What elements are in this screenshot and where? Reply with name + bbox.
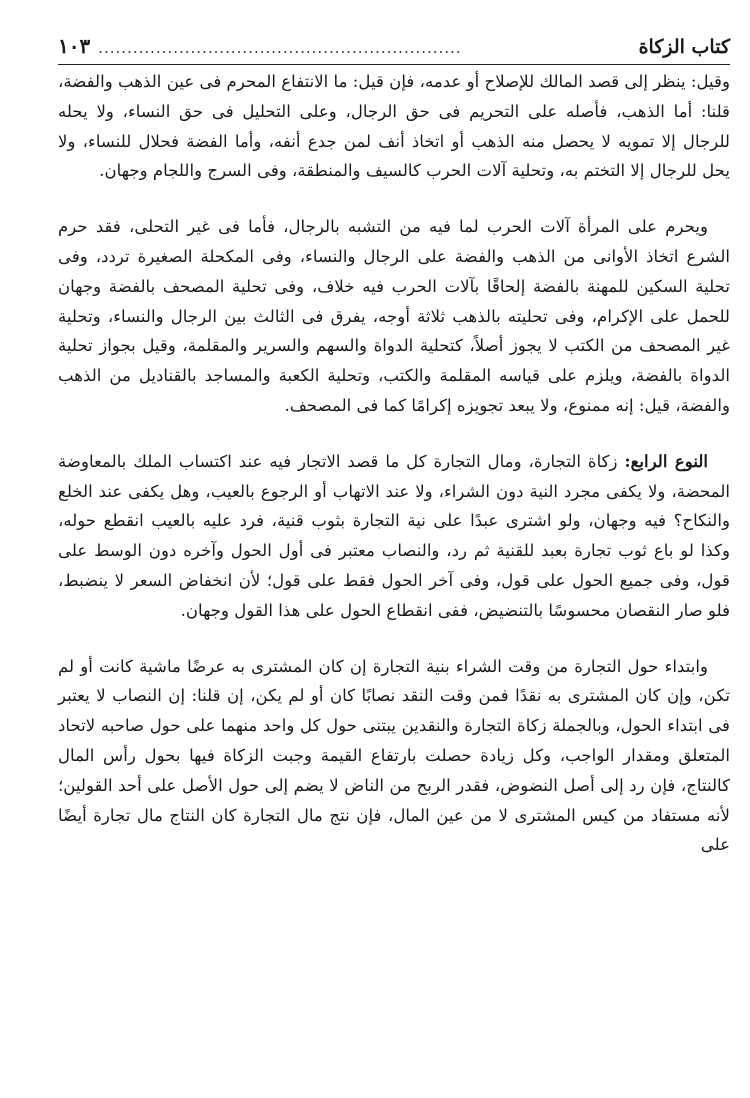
header-leader-dots: ............................................................... (98, 39, 462, 57)
section-heading: النوع الرابع: (624, 450, 709, 471)
running-header (58, 28, 730, 65)
paragraph-3 (58, 447, 730, 626)
paragraph-1: وقيل: ينظر إلى قصد المالك للإصلاح أو عدمه، فإن قيل: ما الانتفاع المحرم فى عين الذهب والفضة، قلنا: أما الذهب، فأصله على التحريم فى حق الرجال، وعلى التحليل فى حق النساء، ولا يحله للرجال إلا تمويه لا يحصل منه الذهب أو اتخاذ أنف لمن جدع أنفه، وأما الفضة فحلال للنساء، ولا يحل للرجال إلا التختم به، وتحلية آلات الحرب كالسيف والمنطقة، وفى السرج واللجام وجهان. (58, 72, 730, 181)
document-page (58, 28, 730, 860)
chapter-title: كتاب الزكاة (638, 36, 730, 58)
page-number: ١٠٣ (58, 34, 91, 58)
paragraph-4: وابتداء حول التجارة من وقت الشراء بنية التجارة إن كان المشترى به عرضًا ماشية كانت أو لم تكن، وإن كان المشترى به نقدًا فمن وقت النقد نصابًا كان أو لم يكن، إن قلنا: إن النصاب لا يعتبر فى ابتداء الحول، وبالجملة زكاة التجارة والنقدين يبتنى حول كل واحد منهما على حول صاحبه لاتحاد المتعلق ومقدار الواجب، وكل زيادة حصلت بارتفاع القيمة وجبت الزكاة فيها بحول رأس المال كالنتاج، فإن رد إلى أصل النضوض، فقدر الربح من الناض لا يضم إلى حول الأصل على أحد القولين؛ لأنه مستفاد من كيس المشترى لا من عين المال، فإن نتج مال التجارة كان النتاج مال تجارة أيضًا على (58, 656, 730, 855)
paragraph-2: ويحرم على المرأة آلات الحرب لما فيه من التشبه بالرجال، فأما فى غير التحلى، فقد حرم الشرع اتخاذ الأوانى من الذهب والفضة على الرجال والنساء، وفى المكحلة الصغيرة تردد، وفى تحلية السكين للمهنة بالفضة إلحاقًا بآلات الحرب فيه خلاف، وفى تحلية المصحف بالفضة وجهان للحمل على الإكرام، وفى تحليته بالذهب ثلاثة أوجه، يفرق فى الثالث بين الرجال والنساء، وتحلية غير المصحف من الكتب لا يجوز أصلاً، كتحلية الدواة والسهم والسرير والمقلمة، وقيل بجواز تحلية الدواة بالفضة، ويلزم على قياسه المقلمة والكتب، وتحلية الكعبة والمساجد بالقناديل من الذهب والفضة، قيل: إنه ممنوع، ولا يبعد تجويزه إكرامًا كما فى المصحف. (58, 217, 730, 415)
paragraph-3-text: زكاة التجارة، ومال التجارة كل ما قصد الاتجار فيه عند اكتساب الملك بالمعاوضة المحضة، ولا يكفى مجرد النية دون الشراء، ولا عند الاتهاب أو الرجوع بالعيب، وهل يكفى عند الخلع والنكاح؟ فيه وجهان، ولو اشترى عبدًا على نية التجارة بثوب قنية، فرد عليه بالعيب انقطع حوله، وكذا لو باع ثوب تجارة بعبد للقنية ثم رد، والنصاب معتبر فى أول الحول وآخره دون الوسط على قول، وفى جميع الحول على قول، وفى آخر الحول فقط على قول؛ لأن انخفاض السعر لا ينضبط، فلو صار النقصان محسوسًا بالتنضيض، ففى انقطاع الحول على هذا القول وجهان. (58, 451, 730, 620)
